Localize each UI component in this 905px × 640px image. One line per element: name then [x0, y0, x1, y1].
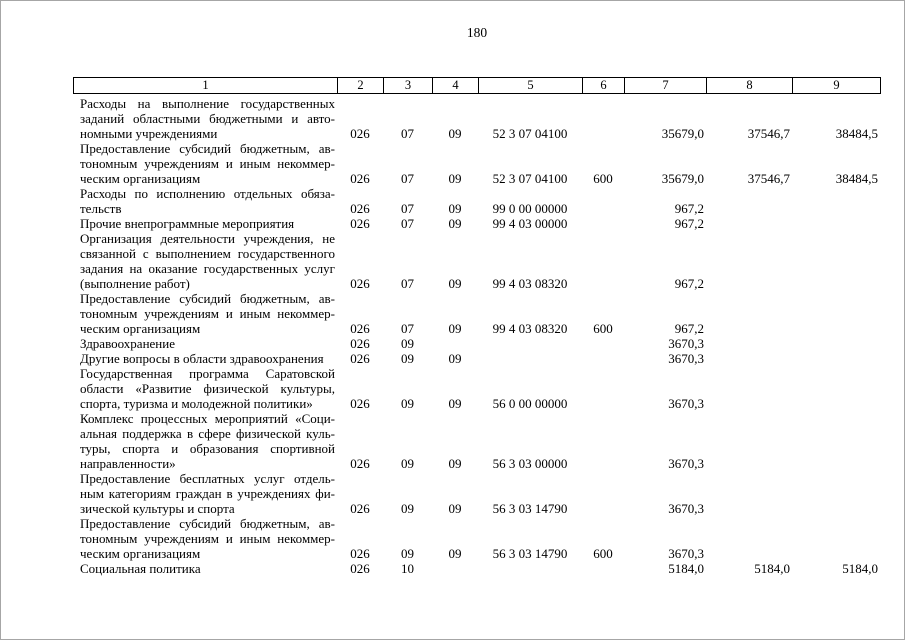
podrazdel-code: 09 — [448, 276, 462, 291]
podrazdel-code: 09 — [448, 501, 462, 516]
header-cell-1: 1 — [74, 78, 338, 93]
razdel-code: 09 — [401, 546, 414, 561]
expense-type-code: 600 — [593, 171, 613, 186]
table-row — [73, 516, 881, 561]
grbs-code: 026 — [350, 561, 370, 576]
podrazdel-code: 09 — [448, 171, 462, 186]
razdel-code: 07 — [401, 216, 414, 231]
grbs-code: 026 — [350, 456, 370, 471]
header-cell-6: 6 — [583, 78, 625, 93]
amount-year1: 967,2 — [674, 276, 704, 291]
table-row — [73, 471, 881, 516]
row-label: Расходы на выполнение государственных заданий областными бюджетными и авто- номными учреждениями — [80, 96, 335, 141]
target-article-code: 56 3 03 00000 — [492, 456, 568, 471]
target-article-code: 56 3 03 14790 — [492, 546, 568, 561]
row-label: Прочие внепрограммные мероприятия — [80, 216, 295, 231]
header-cell-4: 4 — [433, 78, 479, 93]
amount-year2: 37546,7 — [747, 126, 790, 141]
target-article-code: 99 0 00 00000 — [492, 201, 568, 216]
target-article-code: 52 3 07 04100 — [492, 126, 568, 141]
grbs-code: 026 — [350, 126, 370, 141]
razdel-code: 07 — [401, 126, 414, 141]
header-cell-2: 2 — [338, 78, 384, 93]
table-header — [73, 77, 881, 94]
row-label: Расходы по исполнению отдельных обяза- тельств — [80, 186, 335, 216]
razdel-code: 07 — [401, 171, 414, 186]
table-row — [73, 141, 881, 186]
header-cell-8: 8 — [707, 78, 793, 93]
amount-year1: 35679,0 — [661, 171, 704, 186]
table-row — [73, 351, 881, 366]
amount-year3: 38484,5 — [835, 171, 878, 186]
grbs-code: 026 — [350, 171, 370, 186]
grbs-code: 026 — [350, 396, 370, 411]
amount-year2: 5184,0 — [754, 561, 790, 576]
header-cell-3: 3 — [384, 78, 433, 93]
target-article-code: 56 0 00 00000 — [492, 396, 568, 411]
row-label: Здравоохранение — [80, 336, 175, 351]
razdel-code: 07 — [401, 321, 414, 336]
table-row — [73, 411, 881, 471]
table-row — [73, 291, 881, 336]
table-body — [73, 96, 881, 576]
row-label: Предоставление субсидий бюджетным, ав- тономным учреждениям и иным некоммер- ческим организациям — [80, 141, 335, 186]
row-label: Другие вопросы в области здравоохранения — [80, 351, 324, 366]
table-row — [73, 216, 881, 231]
amount-year1: 3670,3 — [668, 501, 704, 516]
row-label: Предоставление субсидий бюджетным, ав- тономным учреждениям и иным некоммер- ческим организациям — [80, 516, 335, 561]
table-row — [73, 366, 881, 411]
table-row — [73, 186, 881, 216]
amount-year1: 3670,3 — [668, 456, 704, 471]
amount-year1: 3670,3 — [668, 351, 704, 366]
expense-type-code: 600 — [593, 546, 613, 561]
amount-year1: 5184,0 — [668, 561, 704, 576]
podrazdel-code: 09 — [448, 546, 462, 561]
podrazdel-code: 09 — [448, 456, 462, 471]
grbs-code: 026 — [350, 336, 370, 351]
razdel-code: 09 — [401, 396, 414, 411]
amount-year1: 3670,3 — [668, 396, 704, 411]
amount-year1: 967,2 — [674, 201, 704, 216]
grbs-code: 026 — [350, 501, 370, 516]
grbs-code: 026 — [350, 546, 370, 561]
target-article-code: 56 3 03 14790 — [492, 501, 568, 516]
grbs-code: 026 — [350, 216, 370, 231]
amount-year1: 967,2 — [674, 216, 704, 231]
row-label: Предоставление субсидий бюджетным, ав- тономным учреждениям и иным некоммер- ческим организациям — [80, 291, 335, 336]
podrazdel-code: 09 — [448, 321, 462, 336]
amount-year1: 3670,3 — [668, 336, 704, 351]
target-article-code: 99 4 03 00000 — [492, 216, 568, 231]
row-label: Государственная программа Саратовской области «Развитие физической культуры, спорта, туризма и молодежной политики» — [80, 366, 335, 411]
target-article-code: 52 3 07 04100 — [492, 171, 568, 186]
grbs-code: 026 — [350, 351, 370, 366]
razdel-code: 07 — [401, 276, 414, 291]
podrazdel-code: 09 — [448, 396, 462, 411]
podrazdel-code: 09 — [448, 351, 462, 366]
expense-type-code: 600 — [593, 321, 613, 336]
header-cell-9: 9 — [833, 78, 840, 92]
grbs-code: 026 — [350, 321, 370, 336]
amount-year1: 3670,3 — [668, 546, 704, 561]
razdel-code: 09 — [401, 351, 414, 366]
table-row — [73, 96, 881, 141]
razdel-code: 09 — [401, 456, 414, 471]
table-row — [73, 336, 881, 351]
row-label: Организация деятельности учреждения, не связанной с выполнением государственного задания на оказание государственных услуг (выполнение работ) — [80, 231, 335, 291]
razdel-code: 07 — [401, 201, 414, 216]
row-label: Предоставление бесплатных услуг отдель- ным категориям граждан в учреждениях фи- зической культуры и спорта — [80, 471, 335, 516]
podrazdel-code: 09 — [448, 126, 462, 141]
amount-year2: 37546,7 — [747, 171, 790, 186]
razdel-code: 09 — [401, 501, 414, 516]
header-cell-5: 5 — [479, 78, 583, 93]
row-label: Комплекс процессных мероприятий «Соци- альная поддержка в сфере физической куль- туры, спорта и образования спортивной направленности» — [80, 411, 335, 471]
grbs-code: 026 — [350, 201, 370, 216]
table-row — [73, 561, 881, 576]
target-article-code: 99 4 03 08320 — [492, 276, 568, 291]
row-label: Социальная политика — [80, 561, 201, 576]
razdel-code: 10 — [401, 561, 414, 576]
razdel-code: 09 — [401, 336, 414, 351]
grbs-code: 026 — [350, 276, 370, 291]
budget-table — [73, 77, 881, 576]
page-number: 180 — [466, 25, 488, 40]
amount-year1: 35679,0 — [661, 126, 704, 141]
header-cell-7: 7 — [625, 78, 707, 93]
amount-year3: 38484,5 — [835, 126, 878, 141]
amount-year3: 5184,0 — [842, 561, 878, 576]
podrazdel-code: 09 — [448, 216, 462, 231]
podrazdel-code: 09 — [448, 201, 462, 216]
table-row — [73, 231, 881, 291]
target-article-code: 99 4 03 08320 — [492, 321, 568, 336]
amount-year1: 967,2 — [674, 321, 704, 336]
